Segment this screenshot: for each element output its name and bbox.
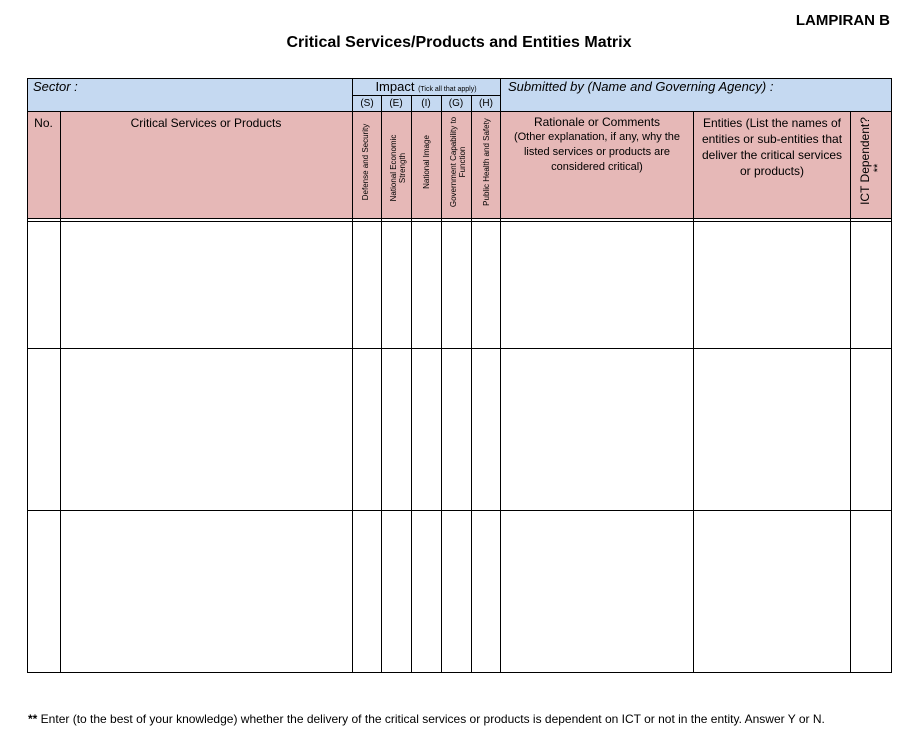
column-ict-dependent — [858, 112, 872, 210]
rationale-subtitle: (Other explanation, if any, why the listed services or products are considered critical) — [513, 131, 681, 173]
annex-label: LAMPIRAN B — [795, 12, 890, 29]
column-no: No. — [34, 116, 53, 130]
table-row[interactable] — [28, 511, 891, 672]
sector-label: Sector : — [33, 79, 78, 94]
impact-label: Impact — [375, 79, 415, 94]
impact-code-g: (G) — [448, 98, 464, 109]
grid-line — [27, 218, 892, 219]
grid-line — [891, 78, 892, 673]
column-rationale — [506, 115, 688, 175]
ict-label: ICT Dependent? — [858, 117, 872, 205]
grid-line — [27, 672, 892, 673]
column-services: Critical Services or Products — [130, 116, 282, 130]
footnote-text: Enter (to the best of your knowledge) whether the delivery of the critical services or products is dependent on ICT or not in the entity. Answer Y or N. — [37, 712, 825, 726]
impact-code-h: (H) — [479, 98, 493, 109]
impact-code-i: (I) — [421, 98, 431, 109]
grid-line — [352, 95, 500, 96]
grid-line — [27, 111, 892, 112]
impact-code-e: (E) — [389, 98, 403, 109]
rationale-title: Rationale or Comments — [533, 115, 661, 129]
footnote-mark: ** — [28, 712, 38, 726]
ict-mark: ** — [872, 163, 884, 173]
column-entities: Entities (List the names of entities or sub-entities that deliver the critical services or products) — [701, 116, 843, 178]
impact-code-s: (S) — [360, 98, 374, 109]
table-row[interactable] — [28, 222, 891, 348]
impact-category-health: Public Health and Safety — [482, 118, 491, 206]
footnote — [28, 712, 825, 726]
table-row[interactable] — [28, 349, 891, 510]
impact-category-image: National Image — [422, 135, 431, 189]
impact-heading — [352, 79, 500, 94]
impact-category-defense: Defense and Security — [361, 123, 370, 201]
impact-note: (Tick all that apply) — [418, 86, 477, 93]
page-title: Critical Services/Products and Entities Matrix — [286, 34, 632, 51]
grid-line — [27, 78, 892, 79]
impact-category-economic: National Economic Strength — [389, 134, 407, 202]
submitted-by-label: Submitted by (Name and Governing Agency) : — [508, 79, 774, 94]
impact-category-government: Government Capability to Function — [449, 116, 467, 208]
